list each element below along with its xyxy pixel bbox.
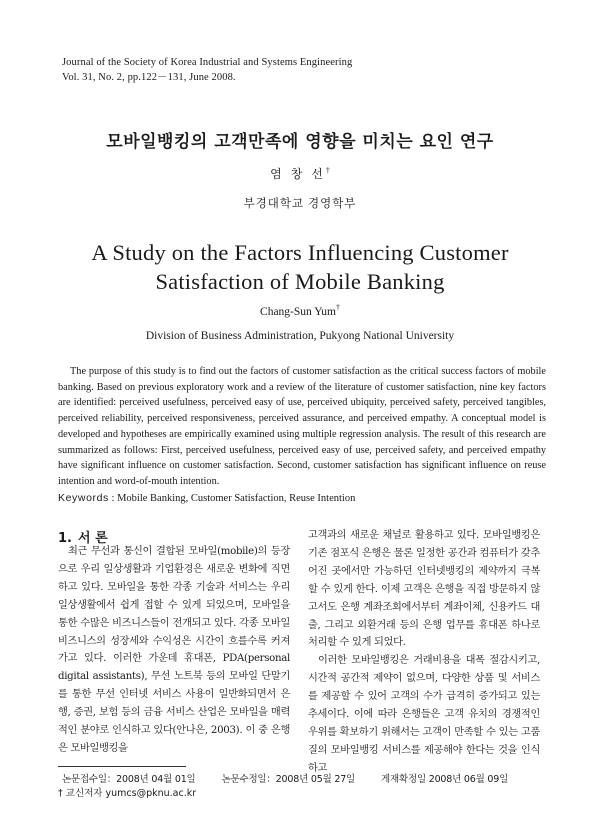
corresponding-author: † 교신저자 yumcs@pknu.ac.kr xyxy=(58,788,197,799)
keywords-text: : Mobile Banking, Customer Satisfaction, Reuse Intention xyxy=(108,493,356,504)
english-author-name: Chang-Sun Yum xyxy=(260,305,336,318)
abstract: The purpose of this study is to find out the factors of customer satisfaction as the critical success factors of mobile banking. Based on previous exploratory work and a review of the literature of customer satisfaction, nine key factors are identified: perceived usefulness, perceived easy of use, perceived ubiquity, perceived safety, perceived tangibles, perceived reliability, perceived responsiveness, perceived assurance, and perceived empathy. A conceptual model is developed and hypotheses are empirically examined using multiple regression analysis. The result of this research are summarized as follows: First, perceived usefulness, perceived easy of use, perceived safety, and perceived empathy have significant influence on customer satisfaction. Second, customer satisfaction has significant influence on reuse intention and word-of-mouth intention. xyxy=(58,366,546,487)
journal-volume: Vol. 31, No. 2, pp.122－131, June 2008. xyxy=(62,72,236,83)
body-paragraph: 이러한 모바일뱅킹은 거래비용을 대폭 절감시키고, 시간적 공간적 제약이 없으며, 다양한 상품 및 서비스를 제공할 수 있어 고객의 수가 급격히 증가되고 있는 추세이다. 이에 따라 은행들은 고객 유치의 경쟁적인 우위를 확보하기 위해서는 고객이 만족할 수 있는 고품질의 모바일뱅킹 서비스를 제공해야 한다는 것을 인식하고 xyxy=(308,655,540,774)
body-paragraph: 최근 무선과 통신이 결합된 모바일(mobile)의 등장으로 우리 일상생활과 기업환경은 새로운 변화에 직면하고 있다. 모바일을 통한 각종 기술과 서비스는 우리 일상생활에서 쉽게 접할 수 있게 되었으며, 모바일을 통한 수많은 비즈니스들이 전개되고 있다. 각종 모바일 비즈니스의 성장세와 수익성은 시간이 흐를수록 커져가고 있다. 이러한 가운데 휴대폰, PDA(personal digital assistants), 무선 노트북 등의 모바일 단말기를 통한 무선 인터넷 서비스 사용이 일반화되면서 은행, 증권, 보험 등의 금융 서비스 산업은 모바일을 매력적인 분야로 인식하고 있다(안나은, 2003). 이 중 은행은 모바일뱅킹을 xyxy=(58,546,290,754)
dagger-mark: † xyxy=(335,303,340,312)
body-column-right xyxy=(308,527,540,778)
received-date: 논문접수일：2008년 04월 01일 xyxy=(62,774,196,785)
footnote-divider xyxy=(58,766,186,767)
footnote-dates xyxy=(62,771,534,785)
body-column-left xyxy=(58,543,290,758)
journal-header xyxy=(62,55,352,85)
korean-author-name: 염 창 선 xyxy=(270,167,326,181)
keywords xyxy=(58,492,355,504)
section-number: 1. xyxy=(58,531,72,546)
english-author xyxy=(0,303,600,318)
english-affiliation: Division of Business Administration, Pukyong National University xyxy=(145,330,455,342)
dagger-mark: † xyxy=(325,166,330,175)
korean-affiliation: 부경대학교 경영학부 xyxy=(243,198,357,210)
section-title: 서 론 xyxy=(77,531,108,546)
korean-title: 모바일뱅킹의 고객만족에 영향을 미치는 요인 연구 xyxy=(106,132,494,152)
english-title: A Study on the Factors Influencing Customer Satisfaction of Mobile Banking xyxy=(91,240,509,294)
revised-date: 논문수정일：2008년 05월 27일 xyxy=(221,774,356,785)
korean-author xyxy=(0,165,600,182)
journal-name: Journal of the Society of Korea Industrial and Systems Engineering xyxy=(62,57,353,68)
body-paragraph: 고객과의 새로운 채널로 활용하고 있다. 모바일뱅킹은 기존 점포식 은행은 물론 일정한 공간과 컴퓨터가 갖추어진 곳에서만 가능하던 인터넷뱅킹의 제약까지 극복할 수 있게 한다. 이제 고객은 은행을 직접 방문하지 않고서도 은행 계좌조회에서부터 계좌이체, 신용카드 대출, 그리고 외환거래 등의 은행 업무를 휴대폰 하나로 처리할 수 있게 되었다. xyxy=(308,530,540,649)
accepted-date: 게재확정일 2008년 06월 09일 xyxy=(381,774,509,785)
keywords-label: Keywords xyxy=(58,492,109,504)
